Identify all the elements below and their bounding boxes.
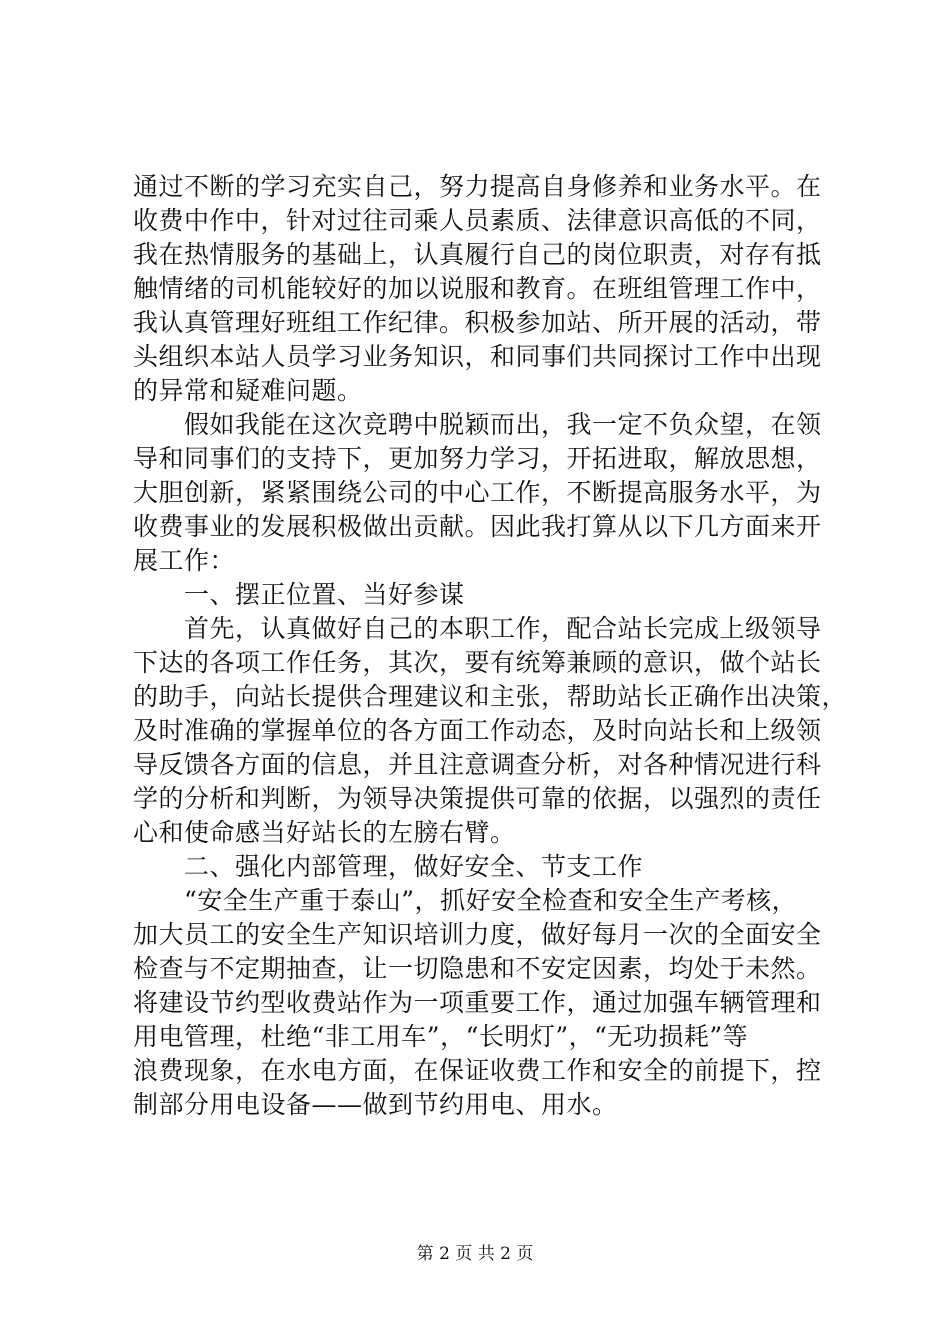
text-line: 学的分析和判断，为领导决策提供可靠的依据，以强烈的责任 xyxy=(133,784,822,813)
text-line: 检查与不定期抽查，让一切隐患和不安定因素，均处于未然。 xyxy=(133,954,822,983)
section-heading: 一、摆正位置、当好参谋 xyxy=(133,580,465,609)
text-line: 大胆创新，紧紧围绕公司的中心工作，不断提高服务水平，为 xyxy=(133,478,822,507)
text-line: 假如我能在这次竞聘中脱颖而出，我一定不负众望，在领 xyxy=(133,410,822,439)
text-line: “安全生产重于泰山”，抓好安全检查和安全生产考核， xyxy=(133,886,798,915)
text-line: 收费中作中，针对过往司乘人员素质、法律意识高低的不同， xyxy=(133,206,822,235)
text-line: 我认真管理好班组工作纪律。积极参加站、所开展的活动，带 xyxy=(133,308,822,337)
text-line: 浪费现象，在水电方面，在保证收费工作和安全的前提下，控 xyxy=(133,1056,822,1085)
text-line: 及时准确的掌握单位的各方面工作动态，及时向站长和上级领 xyxy=(133,716,822,745)
text-line: 导和同事们的支持下，更加努力学习，开拓进取，解放思想， xyxy=(133,444,822,473)
text-line: 头组织本站人员学习业务知识，和同事们共同探讨工作中出现 xyxy=(133,342,822,371)
section-heading: 二、强化内部管理，做好安全、节支工作 xyxy=(133,852,644,881)
text-line: 通过不断的学习充实自己，努力提高自身修养和业务水平。在 xyxy=(133,172,822,201)
text-line: 制部分用电设备——做到节约用电、用水。 xyxy=(133,1090,618,1119)
text-line: 的异常和疑难问题。 xyxy=(133,376,363,405)
text-line: 展工作： xyxy=(133,546,236,575)
page-number-footer: 第 2 页 共 2 页 xyxy=(416,1244,534,1264)
text-line: 用电管理，杜绝“非工用车”，“长明灯”，“无功损耗”等 xyxy=(133,1022,749,1051)
text-line: 收费事业的发展积极做出贡献。因此我打算从以下几方面来开 xyxy=(133,512,822,541)
document-body xyxy=(133,170,853,1122)
text-line: 首先，认真做好自己的本职工作，配合站长完成上级领导 xyxy=(133,614,822,643)
text-line: 导反馈各方面的信息，并且注意调查分析，对各种情况进行科 xyxy=(133,750,822,779)
text-line: 我在热情服务的基础上，认真履行自己的岗位职责，对存有抵 xyxy=(133,240,822,269)
text-line: 下达的各项工作任务，其次，要有统筹兼顾的意识，做个站长 xyxy=(133,648,822,677)
text-line: 将建设节约型收费站作为一项重要工作，通过加强车辆管理和 xyxy=(133,988,822,1017)
text-line: 加大员工的安全生产知识培训力度，做好每月一次的全面安全 xyxy=(133,920,822,949)
text-line: 触情绪的司机能较好的加以说服和教育。在班组管理工作中， xyxy=(133,274,822,303)
text-line: 心和使命感当好站长的左膀右臂。 xyxy=(133,818,516,847)
text-line: 的助手，向站长提供合理建议和主张，帮助站长正确作出决策， xyxy=(133,682,848,711)
